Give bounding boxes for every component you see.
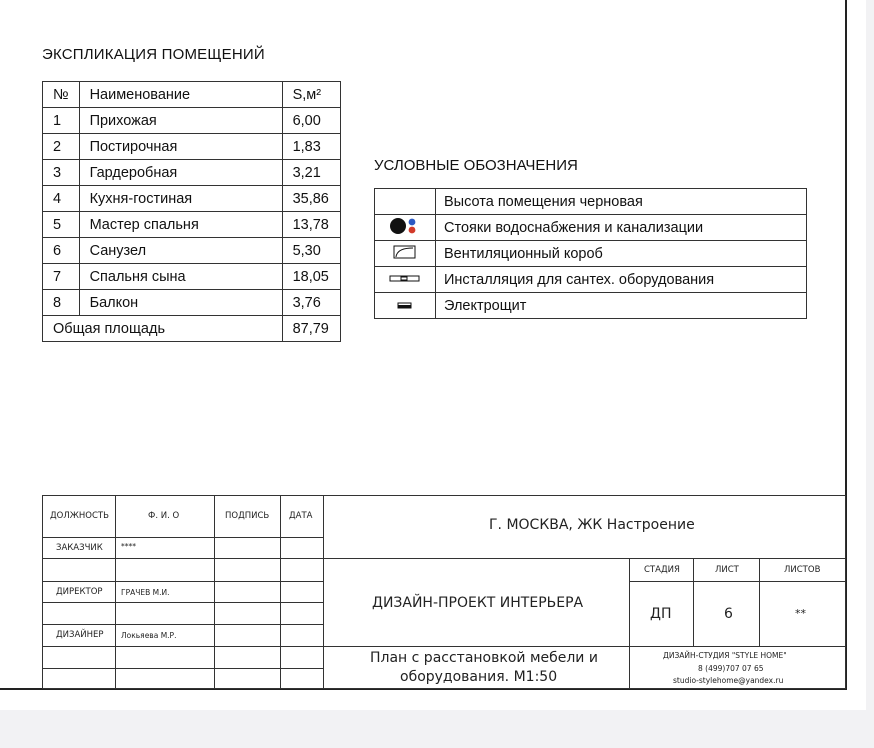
project-title: ДИЗАЙН-ПРОЕКТ ИНТЕРЬЕРА xyxy=(372,595,584,611)
legend-label: Электрощит xyxy=(436,293,807,319)
row-area: 6,00 xyxy=(282,108,340,134)
row-room: Санузел xyxy=(79,238,282,264)
row-number: 6 xyxy=(43,238,80,264)
row-number: 1 xyxy=(43,108,80,134)
row-room: Гардеробная xyxy=(79,160,282,186)
table-row xyxy=(43,160,341,186)
col-signature: ПОДПИСЬ xyxy=(225,511,270,521)
row-number: 7 xyxy=(43,264,80,290)
legend-label: Стояки водоснабжения и канализации xyxy=(436,215,807,241)
header-name: Наименование xyxy=(79,82,282,108)
legend-row xyxy=(375,241,807,267)
explication-table xyxy=(42,81,341,342)
row-room: Балкон xyxy=(79,290,282,316)
location: Г. МОСКВА, ЖК Настроение xyxy=(489,517,695,533)
sheet-label: ЛИСТ xyxy=(715,565,739,575)
legend-label: Инсталляция для сантех. оборудования xyxy=(436,267,807,293)
row-number: 2 xyxy=(43,134,80,160)
director-role: ДИРЕКТОР xyxy=(56,587,103,597)
row-area: 3,21 xyxy=(282,160,340,186)
legend-title: УСЛОВНЫЕ ОБОЗНАЧЕНИЯ xyxy=(374,157,578,174)
row-area: 13,78 xyxy=(282,212,340,238)
legend-row xyxy=(375,293,807,319)
legend-row xyxy=(375,189,807,215)
table-row xyxy=(43,290,341,316)
header-area: S,м² xyxy=(282,82,340,108)
studio-phone: 8 (499)707 07 65 xyxy=(698,664,764,673)
col-position: ДОЛЖНОСТЬ xyxy=(50,511,109,521)
vent-duct-icon xyxy=(375,241,436,267)
col-name: Ф. И. О xyxy=(148,511,180,521)
row-number: 3 xyxy=(43,160,80,186)
client-name: **** xyxy=(121,542,136,551)
installation-icon xyxy=(375,267,436,293)
row-number: 8 xyxy=(43,290,80,316)
sheets-value: ** xyxy=(795,607,806,620)
table-row xyxy=(43,108,341,134)
legend-table xyxy=(374,188,807,319)
table-header-row xyxy=(43,82,341,108)
row-area: 5,30 xyxy=(282,238,340,264)
title-block xyxy=(42,495,846,689)
row-number: 4 xyxy=(43,186,80,212)
row-room: Постирочная xyxy=(79,134,282,160)
table-row xyxy=(43,186,341,212)
legend-row xyxy=(375,215,807,241)
stage-label: СТАДИЯ xyxy=(644,565,680,575)
electric-panel-icon xyxy=(375,293,436,319)
table-row xyxy=(43,238,341,264)
row-room: Кухня-гостиная xyxy=(79,186,282,212)
water-riser-icon xyxy=(375,215,436,241)
row-room: Спальня сына xyxy=(79,264,282,290)
sheet-value: 6 xyxy=(724,606,733,622)
legend-row xyxy=(375,267,807,293)
row-area: 3,76 xyxy=(282,290,340,316)
director-name: ГРАЧЕВ М.И. xyxy=(121,588,170,597)
explication-title: ЭКСПЛИКАЦИЯ ПОМЕЩЕНИЙ xyxy=(42,46,265,63)
row-room: Прихожая xyxy=(79,108,282,134)
designer-role: ДИЗАЙНЕР xyxy=(56,630,104,640)
header-number: № xyxy=(43,82,80,108)
row-number: 5 xyxy=(43,212,80,238)
sheet-title-line1: План с расстановкой мебели и xyxy=(370,650,598,666)
legend-label: Высота помещения черновая xyxy=(436,189,807,215)
client-role: ЗАКАЗЧИК xyxy=(56,543,103,553)
table-total-row xyxy=(43,316,341,342)
sheets-label: ЛИСТОВ xyxy=(784,565,821,575)
col-date: ДАТА xyxy=(289,511,313,521)
stage-value: ДП xyxy=(650,606,672,622)
row-room: Мастер спальня xyxy=(79,212,282,238)
total-value: 87,79 xyxy=(282,316,340,342)
sheet-title-line2: оборудования. М1:50 xyxy=(400,669,558,685)
total-label: Общая площадь xyxy=(43,316,283,342)
table-row xyxy=(43,134,341,160)
row-area: 18,05 xyxy=(282,264,340,290)
studio-email: studio-stylehome@yandex.ru xyxy=(673,676,784,685)
table-row xyxy=(43,212,341,238)
table-row xyxy=(43,264,341,290)
row-area: 1,83 xyxy=(282,134,340,160)
row-area: 35,86 xyxy=(282,186,340,212)
studio-name: ДИЗАЙН-СТУДИЯ "STYLE HOME" xyxy=(663,651,787,660)
legend-label: Вентиляционный короб xyxy=(436,241,807,267)
ceiling-height-icon xyxy=(375,189,436,215)
designer-name: Локьяева М.Р. xyxy=(121,631,177,640)
